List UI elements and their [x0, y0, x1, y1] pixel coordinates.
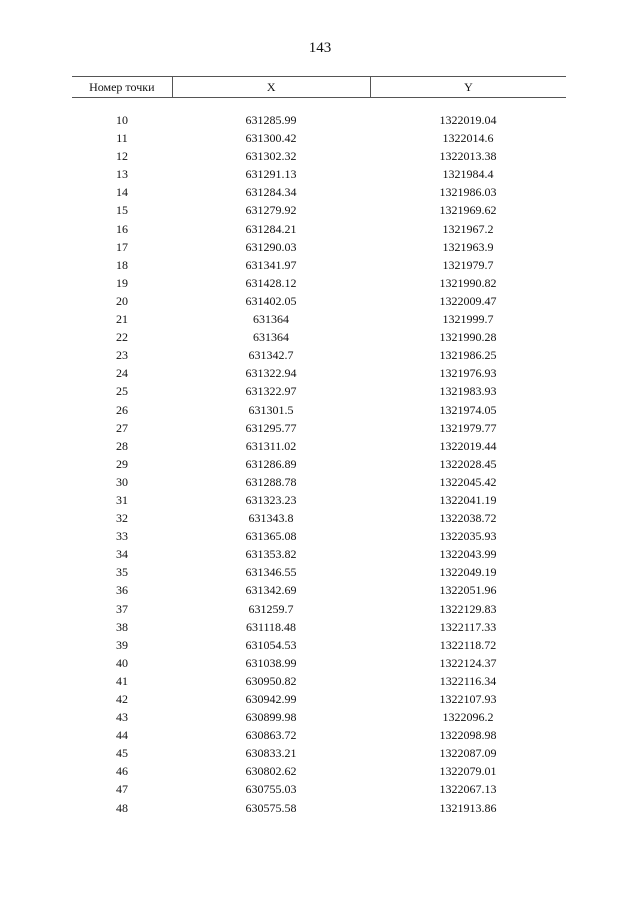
cell-point-number: 26 [116, 402, 128, 417]
table-row [72, 147, 566, 165]
cell-x: 630863.72 [245, 728, 297, 743]
table-row [72, 672, 566, 690]
cell-y: 1321990.82 [439, 275, 497, 290]
cell-point-number: 20 [116, 293, 128, 308]
cell-x: 631342.69 [245, 583, 297, 598]
cell-y: 1322035.93 [439, 529, 497, 544]
cell-x: 630899.98 [245, 710, 297, 725]
cell-y: 1322014.6 [442, 131, 494, 146]
cell-x: 631279.92 [245, 203, 297, 218]
table-row [72, 708, 566, 726]
cell-x: 631284.21 [245, 221, 297, 236]
cell-y: 1322098.98 [439, 728, 497, 743]
cell-point-number: 34 [116, 547, 128, 562]
header-y: Y [464, 80, 473, 94]
cell-x: 630942.99 [245, 692, 297, 706]
cell-y: 1322096.2 [442, 710, 494, 725]
cell-y: 1322124.37 [439, 655, 497, 670]
cell-point-number: 31 [116, 492, 128, 507]
cell-y: 1322117.33 [439, 619, 497, 634]
cell-point-number: 11 [116, 131, 128, 146]
cell-point-number: 16 [116, 221, 128, 236]
table-row [72, 545, 566, 563]
cell-y: 1322129.83 [439, 601, 497, 616]
page-number: 143 [308, 40, 332, 56]
table-row [72, 165, 566, 183]
cell-y: 1322116.34 [439, 673, 497, 688]
table-body [72, 111, 566, 817]
cell-y: 1322087.09 [439, 746, 497, 761]
cell-point-number: 45 [116, 746, 128, 761]
cell-x: 631301.5 [248, 402, 294, 417]
table-row [72, 618, 566, 636]
table-row [72, 654, 566, 672]
table-row [72, 256, 566, 274]
cell-x: 631364 [253, 330, 289, 345]
cell-point-number: 42 [116, 692, 128, 706]
cell-y: 1321990.28 [439, 330, 497, 345]
cell-x: 631322.94 [245, 366, 297, 381]
cell-point-number: 23 [116, 348, 128, 363]
cell-x: 631322.97 [245, 384, 297, 399]
cell-y: 1322009.47 [439, 293, 497, 308]
table-row [72, 726, 566, 744]
cell-x: 631259.7 [248, 601, 294, 616]
table-row [72, 636, 566, 654]
cell-x: 631353.82 [245, 547, 297, 562]
table-row [72, 310, 566, 328]
cell-y: 1322107.93 [439, 692, 497, 706]
cell-y: 1322028.45 [439, 456, 497, 471]
cell-y: 1322118.72 [439, 637, 497, 652]
cell-y: 1321963.9 [442, 239, 494, 254]
table-row [72, 401, 566, 419]
cell-x: 631290.03 [245, 239, 297, 254]
cell-y: 1321983.93 [439, 384, 497, 399]
cell-point-number: 32 [116, 511, 128, 526]
table-row [72, 364, 566, 382]
cell-x: 631365.08 [245, 529, 297, 544]
cell-x: 631311.02 [245, 438, 297, 453]
table-row [72, 491, 566, 509]
cell-x: 631286.89 [245, 456, 297, 471]
table-row [72, 111, 566, 129]
cell-y: 1322019.44 [439, 438, 497, 453]
table-row [72, 382, 566, 400]
table-row [72, 690, 566, 708]
header-x: X [172, 77, 371, 97]
cell-point-number: 36 [116, 583, 128, 598]
cell-point-number: 21 [116, 312, 128, 327]
cell-point-number: 33 [116, 529, 128, 544]
table-row [72, 437, 566, 455]
cell-point-number: 39 [116, 637, 128, 652]
table-row [72, 346, 566, 364]
cell-y: 1322079.01 [439, 764, 497, 779]
cell-y: 1321984.4 [442, 167, 494, 182]
cell-point-number: 13 [116, 167, 128, 182]
cell-point-number: 28 [116, 438, 128, 453]
cell-point-number: 27 [116, 420, 128, 435]
cell-point-number: 41 [116, 673, 128, 688]
cell-x: 631428.12 [245, 275, 297, 290]
table-row [72, 292, 566, 310]
table-row [72, 274, 566, 292]
table-row [72, 600, 566, 618]
cell-point-number: 43 [116, 710, 128, 725]
cell-point-number: 47 [116, 782, 128, 797]
cell-x: 631346.55 [245, 565, 297, 580]
table-row [72, 780, 566, 798]
cell-x: 631402.05 [245, 293, 297, 308]
table-row [72, 419, 566, 437]
table-row [72, 527, 566, 545]
cell-point-number: 44 [116, 728, 128, 743]
cell-y: 1322049.19 [439, 565, 497, 580]
cell-point-number: 38 [116, 619, 128, 634]
table-row [72, 509, 566, 527]
cell-y: 1322045.42 [439, 474, 497, 489]
cell-x: 631302.32 [245, 149, 297, 164]
cell-x: 630950.82 [245, 673, 297, 688]
cell-point-number: 37 [116, 601, 128, 616]
cell-point-number: 35 [116, 565, 128, 580]
cell-point-number: 48 [116, 800, 128, 815]
cell-x: 631054.53 [245, 637, 297, 652]
cell-x: 631323.23 [245, 492, 297, 507]
cell-point-number: 30 [116, 474, 128, 489]
cell-x: 631342.7 [248, 348, 294, 363]
table-row [72, 455, 566, 473]
table-row [72, 563, 566, 581]
cell-y: 1321986.03 [439, 185, 497, 200]
cell-y: 1322038.72 [439, 511, 497, 526]
cell-point-number: 29 [116, 456, 128, 471]
header-point-number: Номер точки [89, 80, 155, 94]
cell-x: 631288.78 [245, 474, 297, 489]
table-row [72, 799, 566, 817]
cell-point-number: 10 [116, 113, 128, 127]
cell-point-number: 22 [116, 330, 128, 345]
cell-x: 630833.21 [245, 746, 297, 761]
cell-y: 1321986.25 [439, 348, 497, 363]
cell-y: 1322067.13 [439, 782, 497, 797]
cell-x: 631341.97 [245, 257, 297, 272]
cell-y: 1322051.96 [439, 583, 497, 598]
table-row [72, 183, 566, 201]
table-row [72, 201, 566, 219]
cell-point-number: 46 [116, 764, 128, 779]
cell-point-number: 14 [116, 185, 128, 200]
cell-point-number: 25 [116, 384, 128, 399]
cell-point-number: 12 [116, 149, 128, 164]
cell-x: 630802.62 [245, 764, 297, 779]
table-row [72, 220, 566, 238]
cell-y: 1322041.19 [439, 492, 497, 507]
table-header [72, 76, 566, 98]
cell-point-number: 24 [116, 366, 128, 381]
cell-point-number: 19 [116, 275, 128, 290]
table-row [72, 328, 566, 346]
cell-point-number: 15 [116, 203, 128, 218]
cell-x: 631038.99 [245, 655, 297, 670]
cell-x: 631295.77 [245, 420, 297, 435]
cell-x: 630755.03 [245, 782, 297, 797]
cell-y: 1321913.86 [439, 800, 497, 815]
table-row [72, 238, 566, 256]
cell-point-number: 40 [116, 655, 128, 670]
cell-y: 1321979.77 [439, 420, 497, 435]
cell-y: 1322019.04 [439, 113, 497, 127]
cell-y: 1322043.99 [439, 547, 497, 562]
cell-x: 631364 [253, 312, 289, 327]
cell-x: 630575.58 [245, 800, 297, 815]
table-row [72, 129, 566, 147]
cell-y: 1321974.05 [439, 402, 497, 417]
cell-y: 1322013.38 [439, 149, 497, 164]
cell-x: 631284.34 [245, 185, 297, 200]
cell-x: 631118.48 [245, 619, 297, 634]
cell-y: 1321967.2 [442, 221, 494, 236]
cell-x: 631300.42 [245, 131, 297, 146]
cell-x: 631343.8 [248, 511, 294, 526]
coordinates-table [72, 76, 566, 817]
table-row [72, 762, 566, 780]
cell-point-number: 18 [116, 257, 128, 272]
table-row [72, 473, 566, 491]
cell-y: 1321979.7 [442, 257, 494, 272]
cell-point-number: 17 [116, 239, 128, 254]
cell-y: 1321999.7 [442, 312, 494, 327]
cell-x: 631285.99 [245, 113, 297, 127]
cell-y: 1321976.93 [439, 366, 497, 381]
table-row [72, 581, 566, 599]
table-row [72, 744, 566, 762]
cell-x: 631291.13 [245, 167, 297, 182]
cell-y: 1321969.62 [439, 203, 497, 218]
